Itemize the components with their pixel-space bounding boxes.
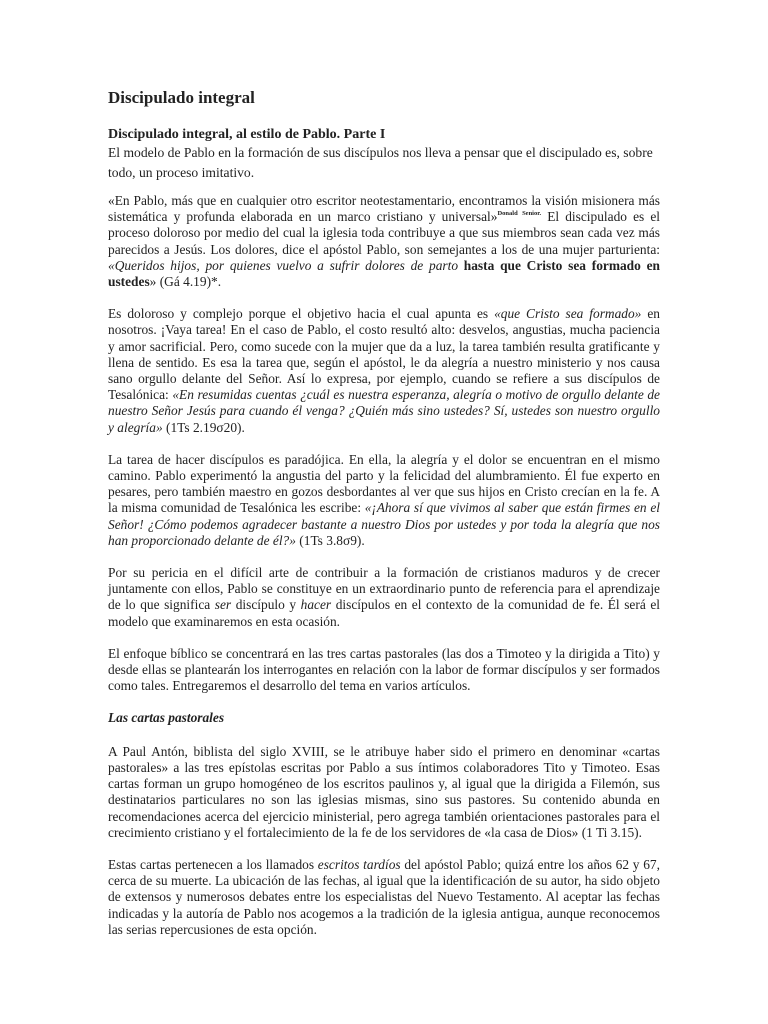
paragraph-3-text-a: La tarea de hacer discípulos es paradójica. En ella, la alegría y el dolor se encuentran en el mismo camino. Pablo experimentó la angustia del parto y la felicidad del alumbramiento. Él fue experto en pesares, pero también maestro en gozos desbordantes al ver que sus hijos en Cristo crecían en la fe. A la misma comunidad de Tesalónica les escribe:: [108, 451, 660, 516]
paragraph-2: [108, 306, 660, 436]
thessalonians-quote-2: «¡Ahora sí que vivimos al saber que están firmes en el Señor! ¿Cómo podemos agradecer bastante a nuestro Dios por ustedes y por toda la alegría que nos han proporcionado delante de él?»: [108, 500, 660, 548]
section-title-cartas-pastorales: Las cartas pastorales: [108, 710, 225, 726]
author-note: Donald Senior.: [497, 210, 542, 218]
paragraph-1: [108, 193, 660, 290]
paragraph-6: A Paul Antón, biblista del siglo XVIII, se le atribuye haber sido el primero en denominar «cartas pastorales» a las tres epístolas escritas por Pablo a sus íntimos colaboradores Tito y Timoteo. Esas cartas forman un grupo homogéneo de los escritos paulinos y, al igual que la dirigida a Filemón, sus destinatarios particulares no son las iglesias mismas, sino sus pastores. Su contenido abunda en recomendaciones acerca del ejercicio ministerial, pero agrega también orientaciones pastorales para el crecimiento cristiano y el fortalecimiento de la fe de los servidores de «la casa de Dios» (1 Ti 3.15).: [108, 743, 660, 840]
intro-paragraph: El modelo de Pablo en la formación de sus discípulos nos lleva a pensar que el discipulado es, sobre todo, un proceso imitativo.: [108, 145, 653, 180]
paragraph-4-text-c: discípulo y: [231, 597, 301, 613]
galatians-quote-bold: hasta que Cristo sea formado en ustedes: [108, 257, 660, 290]
senior-quote: «En Pablo, más que en cualquier otro escritor neotestamentario, encontramos la visión misionera más sistemática y profunda elaborada en un marco cristiano y universal»: [108, 193, 660, 225]
paragraph-2-text-c: en nosotros. ¡Vaya tarea! En el caso de Pablo, el costo resultó alto: desvelos, angustias, mucha paciencia y amor sacrificial. Pero, como sucede con la mujer que da a luz, la tarea también resulta gratificante y llena de sentido. Es esa la tarea que, según el apóstol, le da alegría a nuestro ministerio y nos causa sano orgullo delante del Señor. Así lo expresa, por ejemplo, cuando se refiere a sus discípulos de Tesalónica:: [108, 306, 660, 403]
galatians-quote: «Queridos hijos, por quienes vuelvo a sufrir dolores de parto: [108, 257, 459, 273]
thessalonians-quote-1: «En resumidas cuentas ¿cuál es nuestra esperanza, alegría o motivo de orgullo delante de nuestro Señor Jesús para cuando él venga? ¿Quién más sino ustedes? Sí, ustedes son nuestro orgullo y alegría»: [108, 387, 660, 435]
galatians-reference: » (Gá 4.19)*.: [149, 274, 222, 290]
paragraph-3: [108, 452, 660, 549]
paragraph-4-text-e: discípulos en el contexto de la comunidad de fe. Él será el modelo que examinaremos en esta ocasión.: [108, 597, 661, 629]
paragraph-7-text-c: del apóstol Pablo; quizá entre los años 62 y 67, cerca de su muerte. La ubicación de las fechas, al igual que la identificación de su autor, ha sido objeto de extensos y numerosos debates entre los especialistas del Nuevo Testamento. Al aceptar las fechas indicadas y la autoría de Pablo nos acogemos a la tradición de la iglesia antigua, aunque reconocemos las serias repercusiones de esta opción.: [108, 856, 660, 937]
paragraph-4-text-a: Por su pericia en el difícil arte de contribuir a la formación de cristianos maduros y de crecer juntamente con ellos, Pablo se constituye en un extraordinario punto de referencia para el aprendizaje de lo que significa: [108, 565, 660, 613]
paragraph-5: El enfoque bíblico se concentrará en las tres cartas pastorales (las dos a Timoteo y la dirigida a Tito) y desde ellas se plantearán los interrogantes en relación con la labor de formar discípulos y ser formados como tales. Entregaremos el desarrollo del tema en varios artículos.: [108, 645, 660, 694]
paragraph-7-text-a: Estas cartas pertenecen a los llamados: [108, 856, 318, 872]
paragraph-4-italic-ser: ser: [214, 597, 232, 613]
document-title: Discipulado integral: [108, 88, 255, 107]
article-subtitle: Discipulado integral, al estilo de Pablo. Parte I: [108, 127, 386, 142]
paragraph-2-italic-b: «que Cristo sea formado»: [494, 306, 642, 322]
paragraph-4: [108, 565, 660, 630]
paragraph-2-reference: (1Ts 2.19σ20).: [162, 419, 245, 435]
paragraph-2-text-a: Es doloroso y complejo porque el objetivo hacia el cual apunta es: [108, 306, 495, 322]
paragraph-7: [108, 857, 660, 938]
document-page: [108, 88, 660, 954]
paragraph-7-italic: escritos tardíos: [317, 856, 401, 872]
paragraph-3-reference: (1Ts 3.8σ9).: [295, 532, 365, 548]
paragraph-1-text: El discipulado es el proceso doloroso por medio del cual la iglesia toda contribuye a que sus miembros sean cada vez más parecidos a Jesús. Los dolores, dice el apóstol Pablo, son semejantes a los de una mujer parturienta:: [108, 209, 660, 257]
paragraph-4-italic-hacer: hacer: [300, 597, 332, 613]
